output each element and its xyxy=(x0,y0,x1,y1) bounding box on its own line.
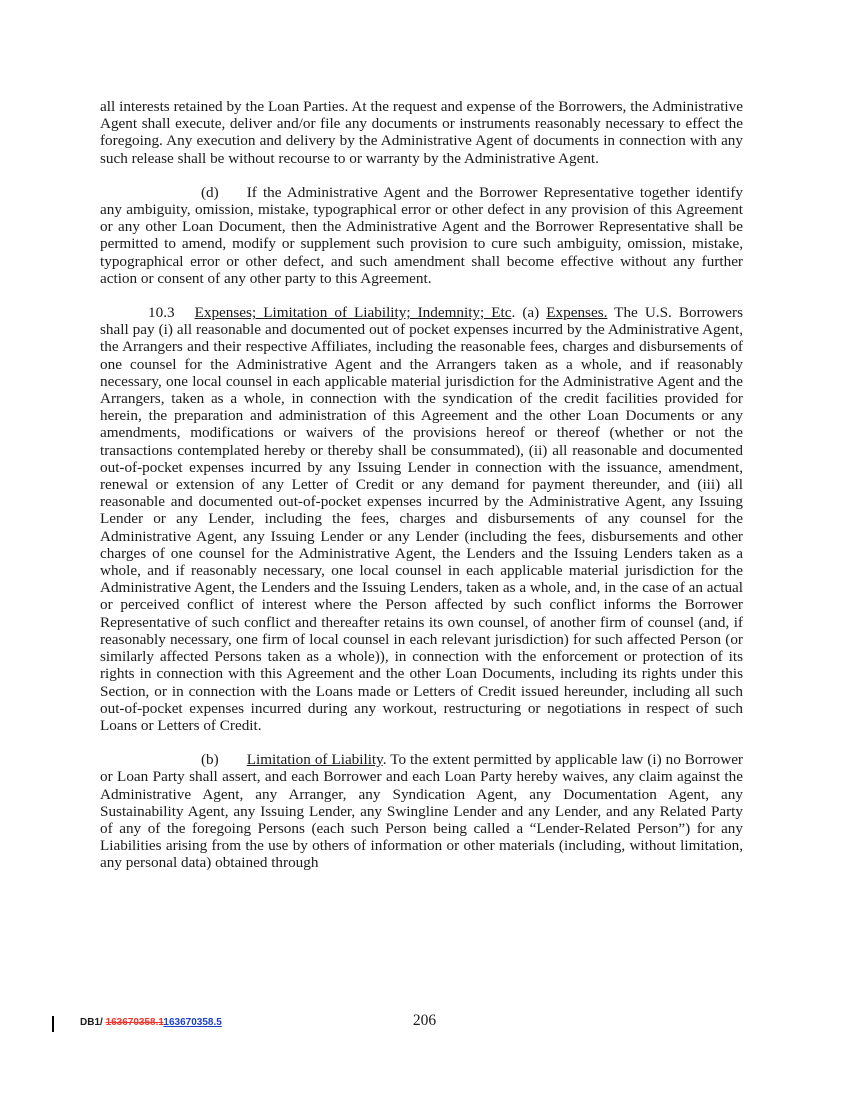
section-number: 10.3 xyxy=(148,304,175,322)
section-10-3 xyxy=(100,304,743,734)
document-body xyxy=(100,98,743,889)
paragraph-b-label: (b) xyxy=(201,751,219,769)
section-10-3-text: The U.S. Borrowers shall pay (i) all reasonable and documented out of pocket expenses incurred by the Administrative Agent, the Arrangers and their respective Affiliates, including the reasonable fees, charges and disbursements of one counsel for the Administrative Agent and the Arrangers taken as a whole, and if reasonably necessary, one local counsel in each applicable material jurisdiction for the Administrative Agent and the Arrangers, taken as a whole, in connection with the syndication of the credit facilities provided for herein, the preparation and administration of this Agreement and the other Loan Documents or any amendments, modifications or waivers of the provisions hereof or thereof (whether or not the transactions contemplated hereby or thereby shall be consummated), (ii) all reasonable and documented out-of-pocket expenses incurred by any Issuing Lender in connection with the issuance, amendment, renewal or extension of any Letter of Credit or any demand for payment thereunder, and (iii) all reasonable and documented out-of-pocket expenses incurred by the Administrative Agent, any Issuing Lender or any Lender, including the fees, charges and disbursements of any counsel for the Administrative Agent, any Issuing Lender or any Lender (including the fees, disbursements and other charges of one counsel for the Administrative Agent, the Lenders and the Issuing Lenders taken as a whole, and if reasonably necessary, one local counsel in each applicable material jurisdiction for the Administrative Agent, the Lenders and the Issuing Lenders, taken as a whole, and, in the case of an actual or perceived conflict of interest where the Person affected by such conflict informs the Borrower Representative of such conflict and thereafter retains its own counsel, of another firm of counsel (and, if reasonably necessary, one firm of local counsel in each relevant jurisdiction) for such affected Person (or similarly affected Persons taken as a whole)), in connection with the enforcement or protection of its rights in connection with this Agreement and the other Loan Documents, including its rights under this Section, or in connection with the Loans made or Letters of Credit issued hereunder, including all such out-of-pocket expenses incurred during any workout, restructuring or negotiations in respect of such Loans or Letters of Credit. xyxy=(100,304,743,734)
liability-heading: Limitation of Liability xyxy=(246,751,383,769)
paragraph-d-label: (d) xyxy=(201,183,219,201)
paragraph-d-text: If the Administrative Agent and the Borrower Representative together identify any ambiguity, omission, mistake, typographical error or other defect in any provision of this Agreement or any other Loan Document, then the Administrative Agent and the Borrower Representative shall be permitted to amend, modify or supplement such provision to cure such ambiguity, omission, mistake, typographical error or other defect, and such amendment shall become effective without any further action or consent of any other party to this Agreement. xyxy=(100,183,743,287)
section-heading: Expenses; Limitation of Liability; Indemnity; Etc xyxy=(194,304,512,322)
paragraph-b xyxy=(100,751,743,871)
continuation-paragraph: all interests retained by the Loan Parties. At the request and expense of the Borrowers, the Administrative Agent shall execute, deliver and/or file any documents or instruments reasonably necessary to effect the foregoing. Any execution and delivery by the Administrative Agent of documents in connection with any such release shall be without recourse to or warranty by the Administrative Agent. xyxy=(100,98,743,167)
doc-id-deleted: 163670358.1 xyxy=(105,1017,164,1028)
doc-id-inserted: 163670358.5 xyxy=(163,1017,222,1028)
section-heading-suffix: . (a) xyxy=(511,304,547,322)
paragraph-b-text: . To the extent permitted by applicable law (i) no Borrower or Loan Party shall assert, and each Borrower and each Loan Party hereby waives, any claim against the Administrative Agent, any Arranger, any Syndication Agent, any Documentation Agent, any Sustainability Agent, any Issuing Lender, any Swingline Lender and any Lender, and any Related Party of any of the foregoing Persons (each such Person being called a “Lender-Related Person”) for any Liabilities arising from the use by others of information or other materials (including, without limitation, any personal data) obtained through xyxy=(100,751,743,872)
doc-id-prefix: DB1/ xyxy=(80,1017,106,1028)
page-number: 206 xyxy=(412,1012,437,1029)
paragraph-d xyxy=(100,184,743,287)
expenses-heading: Expenses. xyxy=(546,304,608,322)
